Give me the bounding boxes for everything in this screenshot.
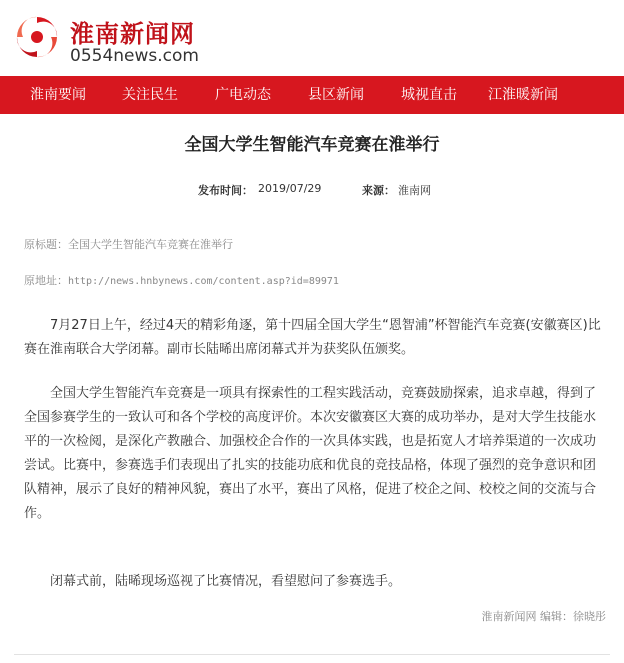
nav-item-broadcast-news[interactable]: 广电动态	[215, 87, 271, 103]
publish-time-label: 发布时间：	[198, 184, 253, 197]
original-title: 原标题：全国大学生智能汽车竞赛在淮举行	[24, 238, 233, 251]
source-label: 来源：	[362, 184, 395, 197]
nav-item-huainan-news[interactable]: 淮南要闻	[30, 87, 86, 103]
original-url-line	[24, 272, 339, 288]
main-nav	[0, 76, 624, 114]
logo-swirl-icon	[14, 14, 60, 60]
editor-credit: 淮南新闻网 编辑：徐晓彤	[481, 610, 606, 623]
original-url-link[interactable]: http://news.hnbynews.com/content.asp?id=89971	[68, 276, 339, 287]
original-url-label: 原地址：	[24, 274, 68, 287]
site-header	[0, 0, 624, 76]
site-domain: 0554news.com	[70, 46, 199, 66]
article-paragraph: 7月27日上午，经过4天的精彩角逐，第十四届全国大学生“恩智浦”杯智能汽车竞赛(安徽赛区)比赛在淮南联合大学闭幕。副市长陆晞出席闭幕式并为获奖队伍颁奖。	[24, 318, 601, 357]
article-title: 全国大学生智能汽车竞赛在淮举行	[184, 135, 440, 155]
nav-item-city-video[interactable]: 城视直击	[401, 87, 457, 103]
article-paragraph: 闭幕式前，陆晞现场巡视了比赛情况，看望慰问了参赛选手。	[50, 574, 402, 589]
bottom-divider	[14, 654, 610, 655]
source-value: 淮南网	[398, 184, 431, 197]
nav-item-jianghuai-warm-news[interactable]: 江淮暖新闻	[488, 87, 558, 103]
article-paragraph: 全国大学生智能汽车竞赛是一项具有探索性的工程实践活动，竞赛鼓励探索，追求卓越，得到了全国参赛学生的一致认可和各个学校的高度评价。本次安徽赛区大赛的成功举办，是对大学生技能水平的一次检阅，是深化产教融合、加强校企合作的一次具体实践，也是拓宽人才培养渠道的一次成功尝试。比赛中，参赛选手们表现出了扎实的技能功底和优良的竞技品格，体现了强烈的竞争意识和团队精神，展示了良好的精神风貌，赛出了水平，赛出了风格，促进了校企之间、校校之间的交流与合作。	[24, 386, 597, 521]
site-logo[interactable]	[14, 8, 214, 70]
publish-time-value: 2019/07/29	[258, 182, 322, 195]
nav-item-county-news[interactable]: 县区新闻	[308, 87, 364, 103]
nav-item-livelihood[interactable]: 关注民生	[122, 87, 178, 103]
site-name: 淮南新闻网	[70, 20, 195, 48]
